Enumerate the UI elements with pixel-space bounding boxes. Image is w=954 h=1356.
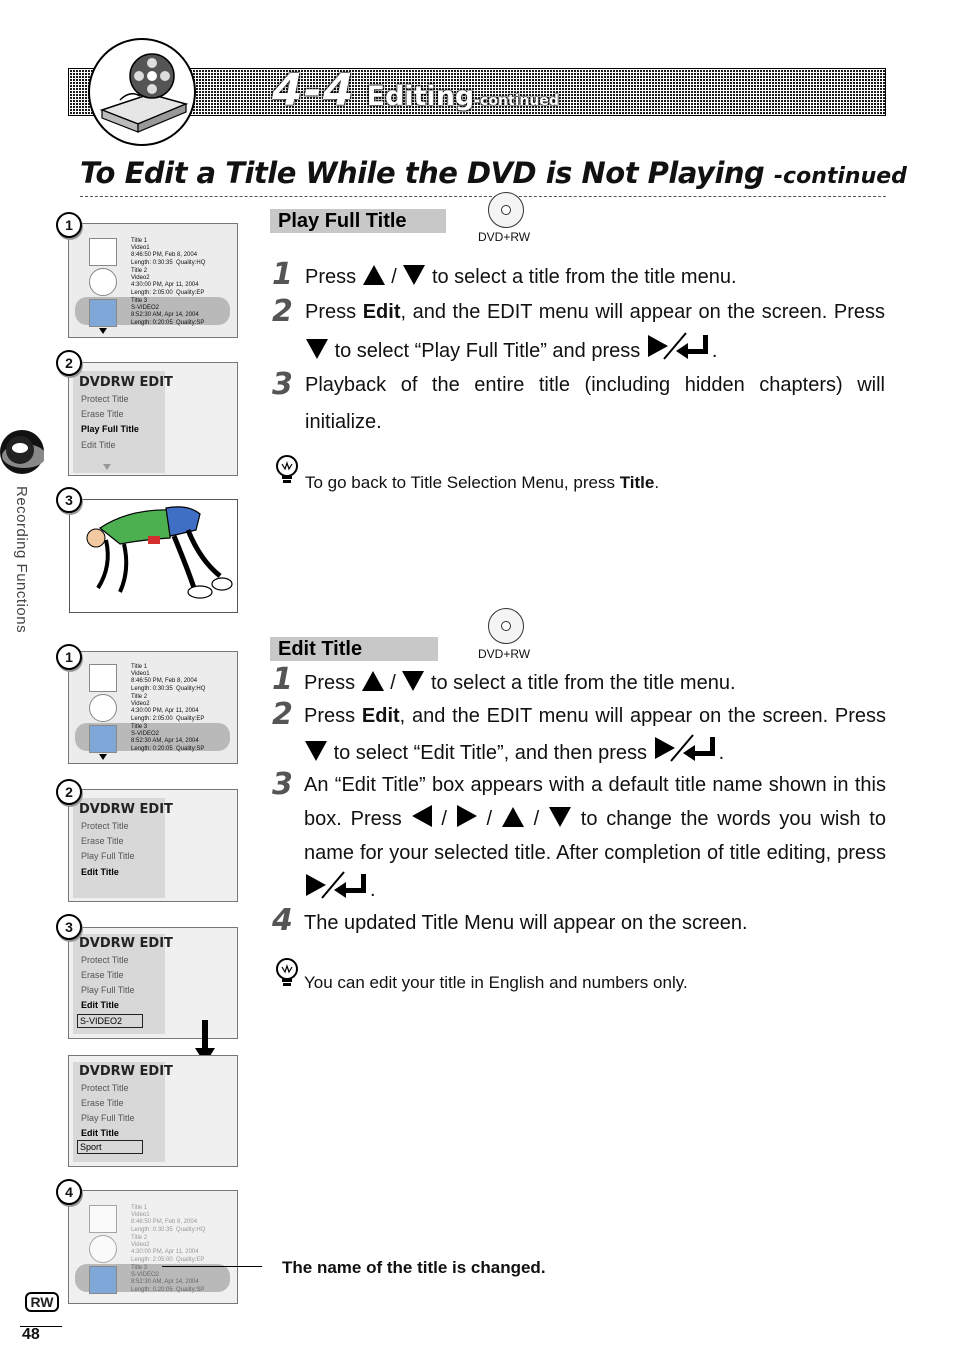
tip-text: You can edit your title in English and numbers only. — [304, 973, 688, 992]
step-badge: 2 — [56, 779, 82, 805]
tip-bulb-icon — [274, 455, 300, 485]
step-text: Press / to select a title from the title menu. — [305, 266, 737, 288]
menu-item: Play Full Title — [81, 1113, 135, 1123]
rw-logo-text: RW — [25, 1292, 58, 1312]
playback-screen — [69, 499, 238, 613]
menu-item: Edit Title — [81, 440, 116, 450]
step-number: 4 — [272, 903, 293, 938]
disc-icon — [0, 430, 44, 474]
step-text: Playback of the entire title (including hidden chapters) will initialize. — [305, 374, 885, 433]
up-arrow-icon — [363, 265, 385, 285]
right-arrow-icon — [457, 805, 477, 827]
section-header-title — [272, 64, 559, 118]
menu-title: DVDRW EDIT — [79, 1064, 173, 1079]
page-title-main: To Edit a Title While the DVD is Not Playing — [80, 156, 765, 190]
step-number: 1 — [272, 257, 293, 292]
step-number: 3 — [272, 367, 293, 402]
sidebar-label: Recording Functions — [13, 486, 30, 634]
list-entry: Title 1 Video1 8:46:50 PM, Feb 8, 2004 Length: 0:30:35 Quality:HQ — [131, 1205, 206, 1233]
sport-thumbnail-icon — [89, 299, 117, 327]
step-text: Press Edit, and the EDIT menu will appear on the screen. Press to select “Play Full Title” and press . — [305, 301, 885, 362]
caption: The name of the title is changed. — [282, 1258, 546, 1277]
play-enter-icon — [646, 331, 712, 361]
title-list-screen — [68, 651, 238, 764]
menu-item: Erase Title — [81, 836, 124, 846]
list-entry: Title 2 Video2 4:30:00 PM, Apr 11, 2004 Length: 2:05:00 Quality:EP — [131, 694, 205, 722]
up-arrow-icon — [502, 807, 524, 827]
step-text: Press Edit, and the EDIT menu will appear on the screen. Press to select “Edit Title”, and then press . — [304, 705, 887, 764]
menu-title: DVDRW EDIT — [79, 936, 173, 951]
page-title — [80, 156, 907, 190]
list-entry: Title 3 S-VIDEO2 8:52:30 AM, Apr 14, 2004 Length: 0:20:05 Quality:SP — [131, 724, 205, 752]
list-entry: Title 3 S-VIDEO2 8:52:30 AM, Apr 14, 2004 Length: 0:20:05 Quality:SP — [131, 298, 205, 326]
step-badge: 3 — [56, 914, 82, 940]
menu-item: Protect Title — [81, 394, 129, 404]
down-arrow-icon — [306, 339, 328, 359]
section-word: Editing — [366, 81, 475, 112]
list-entry: Title 3 S-VIDEO2 8:52:30 AM, Apr 14, 2004 Length: 0:20:05 Quality:SP — [131, 1265, 205, 1293]
step-number: 1 — [272, 662, 293, 697]
edit-box-screen — [68, 1055, 238, 1167]
food-thumbnail-icon — [89, 268, 117, 296]
step-number: 2 — [272, 294, 293, 329]
edit-title-label: Edit Title — [270, 637, 438, 661]
menu-item: Protect Title — [81, 1083, 129, 1093]
menu-item: Play Full Title — [81, 424, 139, 434]
runner-illustration — [70, 500, 237, 612]
runner-thumbnail-icon — [89, 238, 117, 266]
dvd-disc-icon — [488, 608, 524, 644]
scroll-down-icon — [103, 464, 111, 470]
play-enter-icon — [304, 870, 370, 900]
menu-item: Edit Title — [81, 1128, 119, 1138]
food-thumbnail-icon — [89, 694, 117, 722]
page-title-sub: -continued — [773, 164, 907, 189]
step-badge: 1 — [56, 212, 82, 238]
menu-item: Erase Title — [81, 409, 124, 419]
menu-item: Protect Title — [81, 955, 129, 965]
menu-item: Erase Title — [81, 970, 124, 980]
left-arrow-icon — [412, 805, 432, 827]
edit-menu-screen — [68, 362, 238, 476]
menu-item: Erase Title — [81, 1098, 124, 1108]
list-entry: Title 1 Video1 8:46:50 PM, Feb 8, 2004 Length: 0:30:35 Quality:HQ — [131, 238, 206, 266]
heading-divider — [80, 196, 886, 197]
disc-format-label: DVD+RW — [478, 230, 531, 244]
list-entry: Title 2 Video2 4:30:00 PM, Apr 11, 2004 Length: 2:05:00 Quality:EP — [131, 268, 205, 296]
step-badge: 3 — [56, 487, 82, 513]
step-badge: 1 — [56, 644, 82, 670]
sport-thumbnail-icon — [89, 1266, 117, 1294]
menu-item: Protect Title — [81, 821, 129, 831]
down-arrow-icon — [402, 671, 424, 691]
tip-text: To go back to Title Selection Menu, press Title. — [305, 473, 660, 492]
recorder-logo-icon — [88, 38, 196, 146]
dvd-disc-icon — [488, 192, 524, 228]
runner-thumbnail-icon — [89, 664, 117, 692]
menu-item: Edit Title — [81, 1000, 119, 1010]
food-thumbnail-icon — [89, 1235, 117, 1263]
updated-title-list-screen — [68, 1190, 238, 1304]
edit-menu-screen — [68, 789, 238, 902]
step-text: The updated Title Menu will appear on the screen. — [304, 912, 748, 934]
page-number: 48 — [22, 1326, 40, 1343]
up-arrow-icon — [362, 671, 384, 691]
list-entry: Title 2 Video2 4:30:00 PM, Apr 11, 2004 Length: 2:05:00 Quality:EP — [131, 1235, 205, 1263]
play-full-title-label: Play Full Title — [270, 209, 446, 233]
play-enter-icon — [653, 733, 719, 763]
down-arrow-icon — [549, 807, 571, 827]
step-text: An “Edit Title” box appears with a default title name shown in this box. Press / / / to change the words you wish to name for your selected title. After completion of title editing, press . — [304, 774, 886, 901]
runner-thumbnail-icon — [89, 1205, 117, 1233]
list-entry: Title 1 Video1 8:46:50 PM, Feb 8, 2004 Length: 0:30:35 Quality:HQ — [131, 664, 206, 692]
scroll-down-icon — [99, 754, 107, 760]
down-arrow-icon — [403, 265, 425, 285]
step-badge: 2 — [56, 350, 82, 376]
disc-format-label: DVD+RW — [478, 647, 531, 661]
step-number: 2 — [272, 697, 293, 732]
title-edit-box: Sport — [77, 1140, 143, 1154]
title-edit-box: S-VIDEO2 — [77, 1014, 143, 1028]
menu-item: Play Full Title — [81, 851, 135, 861]
step-text: Press / to select a title from the title menu. — [304, 672, 736, 694]
title-list-screen — [68, 223, 238, 338]
menu-title: DVDRW EDIT — [79, 375, 173, 390]
step-number: 3 — [272, 767, 293, 802]
menu-item: Play Full Title — [81, 985, 135, 995]
down-arrow-icon — [305, 741, 327, 761]
step-badge: 4 — [56, 1179, 82, 1205]
tip-bulb-icon — [274, 958, 300, 988]
menu-item: Edit Title — [81, 867, 119, 877]
menu-title: DVDRW EDIT — [79, 802, 173, 817]
caption-pointer-line — [162, 1266, 262, 1267]
section-number: 4-4 — [272, 65, 355, 116]
section-continued: -continued — [474, 93, 559, 109]
dvd-rw-logo — [18, 1280, 66, 1320]
scroll-down-icon — [99, 328, 107, 334]
sport-thumbnail-icon — [89, 725, 117, 753]
